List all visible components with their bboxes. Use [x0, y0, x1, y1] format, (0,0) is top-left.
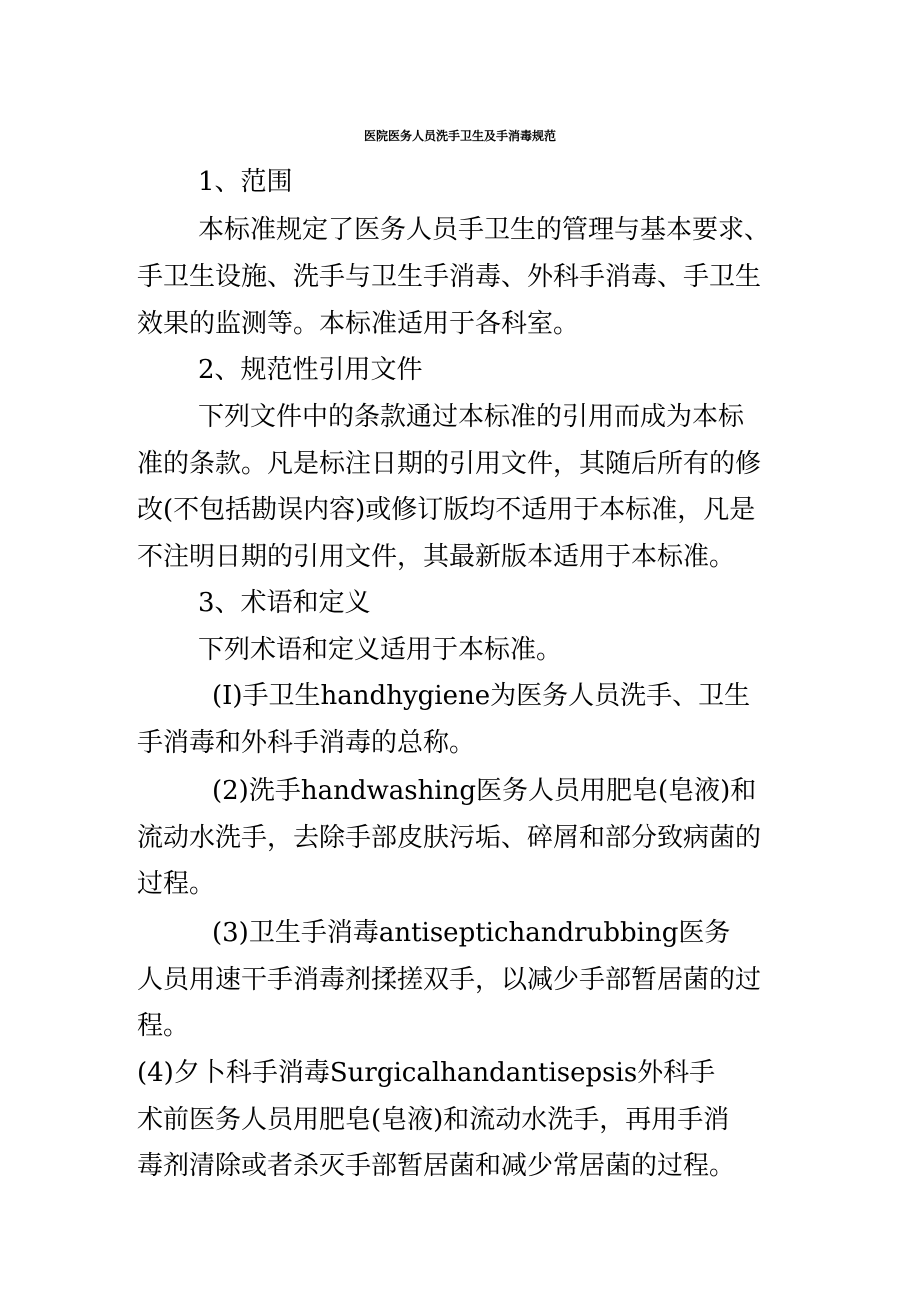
- section-heading-scope: 1、范围: [198, 167, 293, 197]
- paragraph-line: 手卫生设施、洗手与卫生手消毒、外科手消毒、手卫生: [137, 262, 762, 292]
- definition-line: 人员用速干手消毒剂揉搓双手，以减少手部暂居菌的过: [137, 965, 762, 995]
- paragraph-line: 改(不包括勘误内容)或修订版均不适用于本标准，凡是: [137, 495, 756, 525]
- definition-line: (I)手卫生handhygiene为医务人员洗手、卫生: [212, 681, 751, 711]
- paragraph-line: 准的条款。凡是标注日期的引用文件，其随后所有的修: [137, 449, 762, 479]
- section-heading-terms: 3、术语和定义: [198, 588, 371, 618]
- document-title: 医院医务人员洗手卫生及手消毒规范: [363, 129, 556, 143]
- definition-line: 流动水洗手，去除手部皮肤污垢、碎屑和部分致病菌的: [137, 823, 762, 853]
- paragraph-line: 下列术语和定义适用于本标准。: [198, 635, 563, 665]
- definition-line: 毒剂清除或者杀灭手部暂居菌和减少常居菌的过程。: [137, 1151, 736, 1181]
- definition-line: (4)夕卜科手消毒Surgicalhandantisepsis外科手: [137, 1058, 716, 1088]
- paragraph-line: 不注明日期的引用文件，其最新版本适用于本标准。: [137, 542, 736, 572]
- definition-line: 程。: [137, 1011, 190, 1041]
- definition-line: 过程。: [137, 869, 216, 899]
- paragraph-line: 下列文件中的条款通过本标准的引用而成为本标: [198, 402, 745, 432]
- definition-line: 术前医务人员用肥皂(皂液)和流动水洗手，再用手消: [137, 1105, 730, 1135]
- paragraph-line: 本标准规定了医务人员手卫生的管理与基本要求、: [198, 215, 771, 245]
- definition-line: 手消毒和外科手消毒的总称。: [137, 728, 476, 758]
- definition-line: (3)卫生手消毒antiseptichandrubbing医务: [212, 918, 731, 948]
- paragraph-line: 效果的监测等。本标准适用于各科室。: [137, 309, 580, 339]
- definition-line: (2)洗手handwashing医务人员用肥皂(皂液)和: [212, 776, 757, 806]
- section-heading-references: 2、规范性引用文件: [198, 355, 423, 385]
